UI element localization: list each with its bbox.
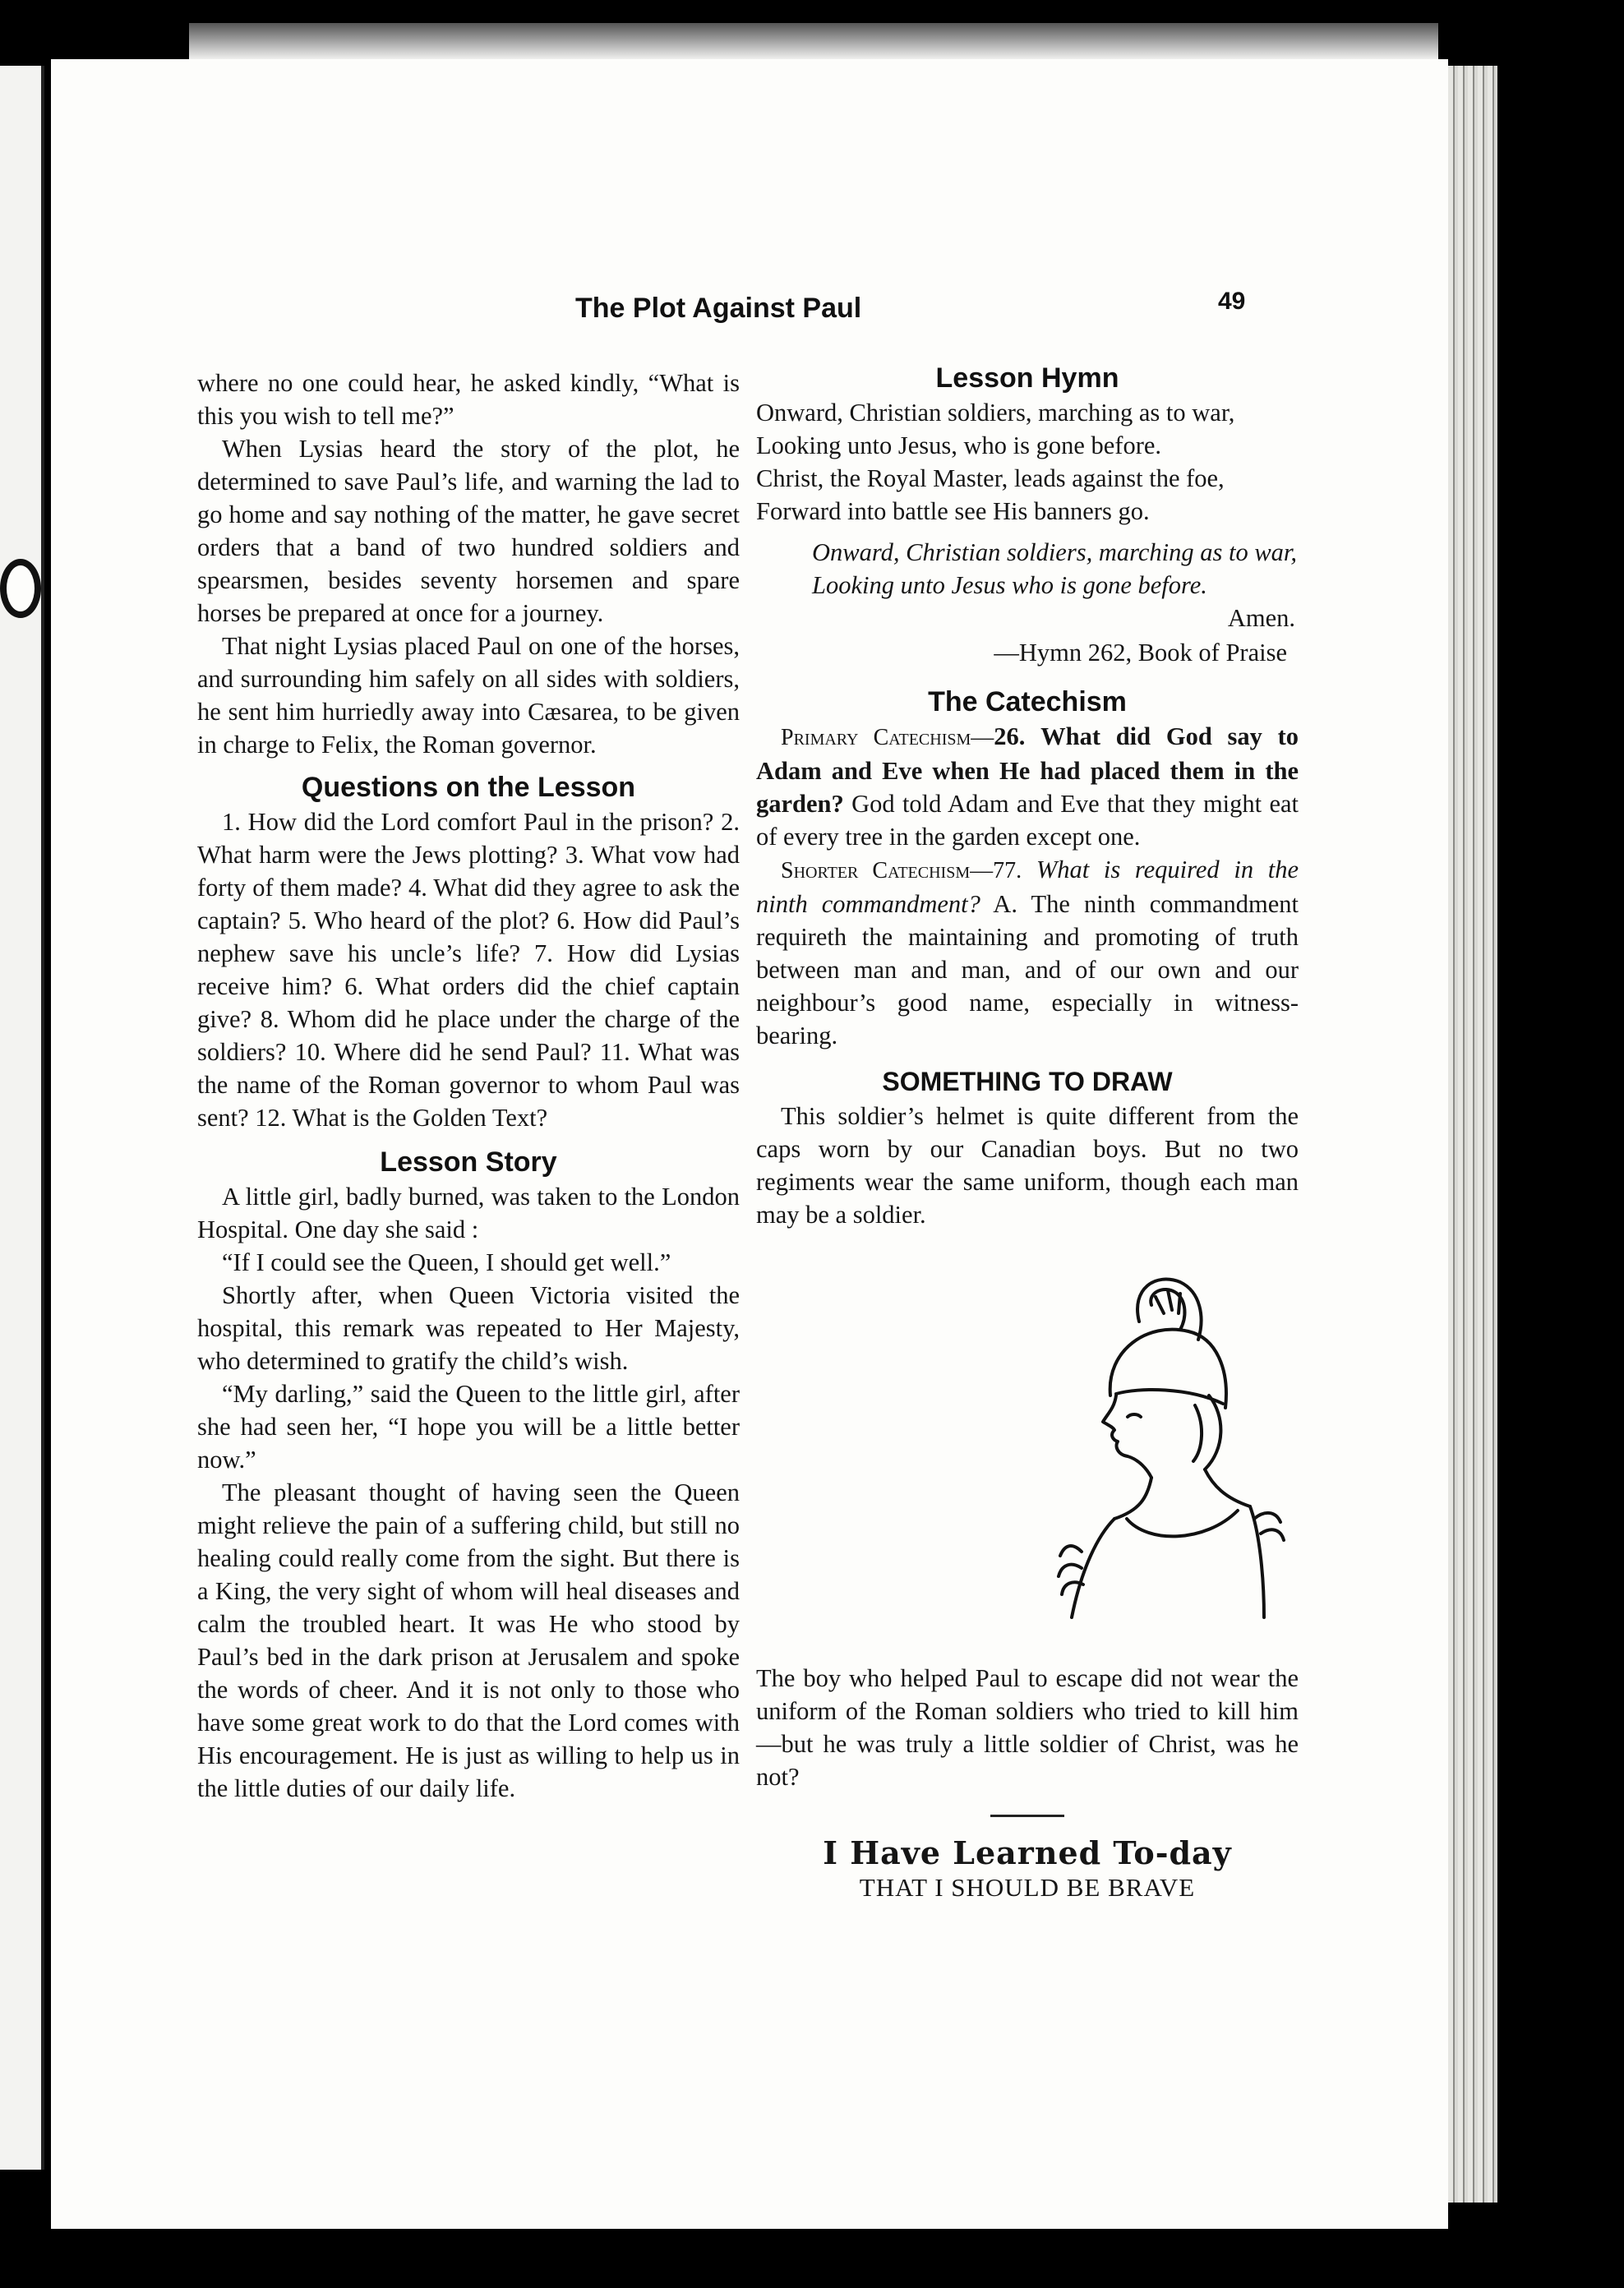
hymn-line: Onward, Christian soldiers, marching as to war, <box>756 399 1235 427</box>
shorter-catechism-question: What is required in the ninth commandment? <box>756 856 1299 918</box>
page-number: 49 <box>1218 288 1246 315</box>
questions-text: 1. How did the Lord comfort Paul in the prison? 2. What harm were the Jews plotting? 3. What vow had forty of them made? 4. What did they agree to ask the captain? 5. Who heard of the plot? 6. How did Paul’s nephew save his uncle’s life? 7. How did Lysias receive him? 6. What orders did the chief captain give? 8. Whom did he place under the charge of the soldiers? 10. Where did he send Paul? 11. What was the name of the Roman governor to whom Paul was sent? 12. What is the Golden Text? <box>197 808 740 1132</box>
draw-text: This soldier’s helmet is quite different from the caps worn by our Canadian boys. But no two regiments wear the same uniform, though each man may be a soldier. <box>756 1102 1299 1229</box>
roman-soldier-helmet-drawing-icon <box>1049 1272 1295 1634</box>
refrain-line: Onward, Christian soldiers, marching as to war, <box>812 538 1298 566</box>
story-heading: Lesson Story <box>380 1146 557 1178</box>
closing-section <box>756 1662 1299 1904</box>
primary-catechism-number: 26. <box>994 722 1026 750</box>
primary-catechism-label: Primary Catechism— <box>781 725 994 750</box>
intro-paragraph: That night Lysias placed Paul on one of the horses, and surrounding him safely on all sides with soldiers, he sent him hurriedly away into Cæsarea, to be given in charge to Felix, the Roman governor. <box>197 632 740 759</box>
hymn-heading: Lesson Hymn <box>935 362 1119 394</box>
intro-paragraph: When Lysias heard the story of the plot, he determined to save Paul’s life, and warning the lad to go home and say nothing of the matter, he gave secret orders that a band of two hundred soldiers and spearsmen, besides seventy horsemen and spare horses be prepared at once for a journey. <box>197 435 740 627</box>
refrain-line: Looking unto Jesus who is gone before. <box>812 571 1207 599</box>
hymn-refrain <box>812 536 1299 602</box>
shorter-catechism <box>756 853 1299 1052</box>
primary-catechism-question: What did God say to Adam and Eve when He had placed them in the garden? <box>756 722 1299 818</box>
hymn-line: Forward into battle see His banners go. <box>756 497 1150 525</box>
story-paragraph: A little girl, badly burned, was taken to the London Hospital. One day she said : <box>197 1183 740 1243</box>
hymn-verse <box>756 396 1299 528</box>
story-paragraph: The pleasant thought of having seen the Queen might relieve the pain of a suffering child, but still no healing could really come from the sight. But there is a King, the very sight of whom will heal diseases and calm the troubled heart. It was He who stood by Paul’s bed in the dark prison at Jerusalem and spoke the words of cheer. And it is not only to those who have some great work to do that the Lord comes with His encouragement. He is just as willing to help us in the little duties of our daily life. <box>197 1478 740 1802</box>
story-paragraph: Shortly after, when Queen Victoria visited the hospital, this remark was repeated to Her Majesty, who determined to gratify the child’s wish. <box>197 1281 740 1375</box>
book-top-edge <box>189 23 1438 62</box>
story-paragraph: “If I could see the Queen, I should get well.” <box>222 1248 671 1276</box>
page-stack-edges <box>1448 66 1497 2203</box>
questions-heading: Questions on the Lesson <box>301 772 636 803</box>
story-paragraph: “My darling,” said the Queen to the little girl, after she had seen her, “I hope you will be a little better now.” <box>197 1380 740 1474</box>
right-column <box>756 360 1299 1904</box>
divider-rule <box>990 1815 1064 1817</box>
hymn-source: —Hymn 262, Book of Praise <box>994 639 1287 667</box>
left-column <box>197 367 740 1805</box>
lesson-takeaway: THAT I SHOULD BE BRAVE <box>859 1873 1196 1902</box>
running-title: The Plot Against Paul <box>575 293 862 324</box>
primary-catechism-answer: God told Adam and Eve that they might eat of every tree in the garden except one. <box>756 790 1299 851</box>
primary-catechism <box>756 720 1299 853</box>
page-header <box>0 288 1624 334</box>
intro-paragraph: where no one could hear, he asked kindly, “What is this you wish to tell me?” <box>197 369 740 430</box>
adjacent-page-edge <box>0 66 44 2170</box>
shorter-catechism-answer: A. The ninth commandment requireth the maintaining and promoting of truth between man and man, and of our own and our neighbour’s good name, especially in witness-bearing. <box>756 890 1299 1049</box>
shorter-catechism-label: Shorter Catechism—77. <box>781 858 1022 883</box>
draw-heading: SOMETHING TO DRAW <box>882 1067 1173 1096</box>
catechism-heading: The Catechism <box>928 686 1127 717</box>
hymn-line: Christ, the Royal Master, leads against the foe, <box>756 464 1225 492</box>
learned-today-heading: I Have Learned To-day <box>823 1834 1232 1871</box>
binding-hole <box>0 559 41 618</box>
hymn-amen: Amen. <box>1227 604 1295 632</box>
hymn-line: Looking unto Jesus, who is gone before. <box>756 431 1162 459</box>
closing-text: The boy who helped Paul to escape did not wear the uniform of the Roman soldiers who tried to kill him—but he was truly a little soldier of Christ, was he not? <box>756 1664 1299 1791</box>
